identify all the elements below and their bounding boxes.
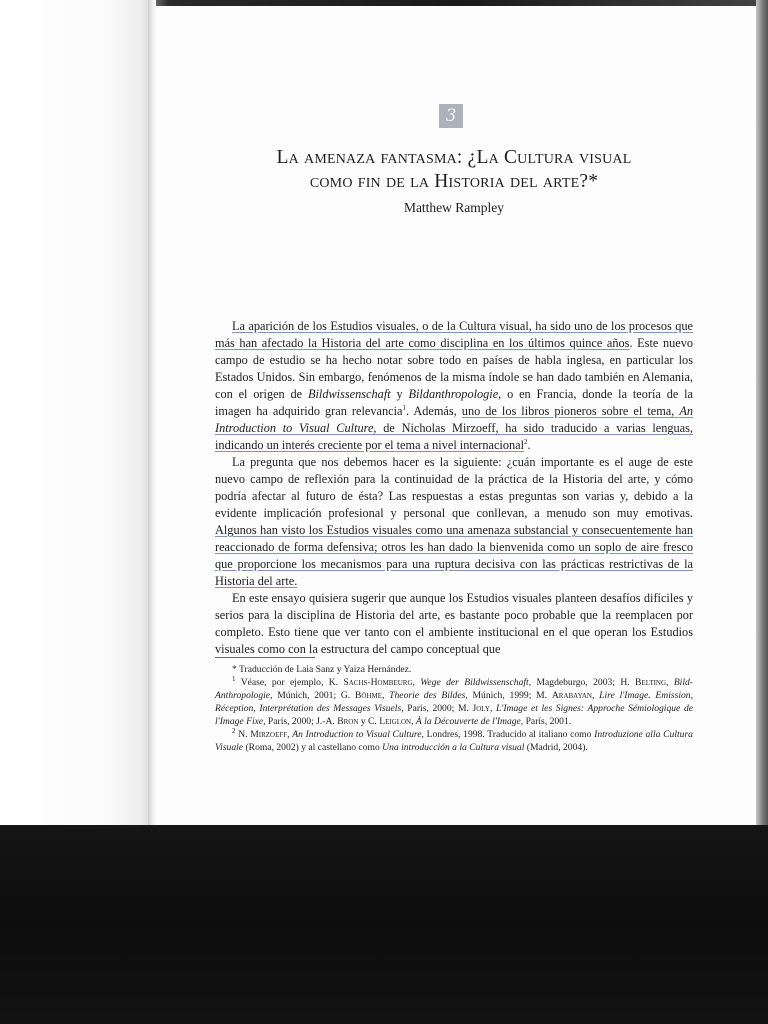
footnote-star: * Traducción de Laia Sanz y Yaiza Hernández. (232, 664, 412, 675)
chapter-number: 3 (445, 106, 457, 126)
chapter-author: Matthew Rampley (403, 200, 505, 215)
text-run: París, 2001. (523, 716, 572, 727)
text-run: . (527, 438, 531, 452)
book-title: Bild-Anthropologie, (215, 677, 693, 701)
author-name: Leiglon (379, 716, 412, 727)
text-run: N. (235, 729, 251, 740)
book-title: Theorie des Bildes, (389, 690, 468, 701)
underlined-passage: Algunos han visto los Estudios visuales como una amenaza substancial y consecuentemente han reaccionado de forma defensiva; otros les han dado la bienvenida como un soplo de aire fresco que proporcione los mecanismos para una ruptura decisiva con las prácticas restrictivas de la Historia del arte. (215, 523, 693, 588)
book-title: Lire l'Image. Emission, Réception, Interprétation des Messages Visuels, (215, 690, 694, 714)
chapter-title-line-1: La amenaza fantasma: ¿La Cultura visual (276, 147, 632, 168)
text-run: París, 2000; M. (403, 703, 473, 714)
author-name: Belting (635, 677, 667, 688)
paragraph-3 (215, 590, 693, 658)
author-name: Bron (337, 716, 359, 727)
text-run: En este ensayo quisiera sugerir que aunque los Estudios visuales planteen desafíos difíciles y serios para la disciplina de Historia del arte, es bastante poco probable que la reemplacen por completo. Esto tiene que ver tanto con el ambiente institucional en el que operan los Estudios visuales como con la estructura del campo conceptual que (215, 591, 693, 656)
footnote-mark: 2 (232, 726, 236, 735)
chapter-title (222, 146, 686, 194)
body-text (215, 318, 693, 658)
text-run: Magdeburgo, 2003; H. (531, 677, 636, 688)
italic-term: Bildwissenschaft (307, 387, 391, 401)
footnote-rule (215, 657, 315, 658)
text-run: (Roma, 2002) y al castellano como (243, 742, 383, 753)
underlined-passage: uno de los libros pioneros sobre el tema, (461, 404, 680, 418)
footnote-1 (215, 676, 693, 728)
text-run: Véase, por ejemplo, K. (235, 677, 344, 688)
text-run: , (666, 677, 674, 688)
text-run: , (412, 677, 421, 688)
book-title: L'Image et les Signes: Approche Sémiologique de l'Image Fixe, (215, 703, 693, 727)
text-run: Múnich, 1999; M. (467, 690, 552, 701)
right-page-edge (756, 0, 768, 825)
footnote-ref[interactable]: 2 (524, 437, 528, 446)
text-run: y C. (358, 716, 380, 727)
text-run: , (591, 690, 600, 701)
footnote-2 (215, 728, 693, 754)
text-run: o en Francia, donde la teoría de la imagen ha adquirido gran relevancia (215, 387, 694, 418)
text-run: , (489, 703, 496, 714)
text-run: Londres, 1998. Traducido al italiano como (423, 729, 595, 740)
author-name: Joly (472, 703, 490, 714)
text-run: La pregunta que nos debemos hacer es la siguiente: ¿cuán importante es el auge de este nuevo campo de reflexión para la continuidad de la práctica de la Historia del arte, y cómo podría afectar al futuro de ésta? Las respuestas a estas preguntas son varias y, debido a la evidente implicación profesional y personal que conllevan, a menudo son muy emotivas. (215, 455, 693, 520)
author-name: Arabayan (551, 690, 592, 701)
text-run: (Madrid, 2004). (524, 742, 588, 753)
text-run: Múnich, 2001; G. (272, 690, 355, 701)
book-title: Una introducción a la Cultura visual (382, 742, 525, 753)
text-run: y (390, 387, 409, 401)
text-run: . Este nuevo campo de estudio se ha hecho notar sobre todo en países de habla inglesa, en particular los Estados Unidos. Sin embargo, fenómenos de la misma índole se han dado también en Alemania, con el origen de (215, 336, 693, 401)
book-title: Introduzione alla Cultura Visuale (215, 729, 693, 753)
text-run: , (382, 690, 390, 701)
chapter-title-line-2: como fin de la Historia del arte?* (309, 171, 599, 192)
author-name: Böhme (354, 690, 382, 701)
book-gutter (148, 0, 156, 825)
book-title: An Introduction to Visual Culture, (215, 404, 694, 435)
footnotes (215, 663, 693, 754)
text-run: París, 2000; J.-A. (265, 716, 338, 727)
italic-term: Bildanthropologie, (408, 387, 502, 401)
text-run: , (287, 729, 293, 740)
paragraph-1 (215, 318, 693, 454)
paragraph-2 (215, 454, 693, 590)
footnote-mark: 1 (232, 674, 236, 683)
left-page-edge (0, 0, 152, 825)
book-title: Wege der Bildwissenschaft, (420, 677, 532, 688)
author-name: Mirzoeff (250, 729, 288, 740)
footnote-ref[interactable]: 1 (402, 403, 406, 412)
text-run: . Además, (405, 404, 462, 418)
underlined-passage: La aparición de los Estudios visuales, o de la Cultura visual, ha sido uno de los procesos que más han afectado la Historia del arte como disciplina en los últimos quince años (215, 319, 693, 350)
text-run: , (411, 716, 416, 727)
author-name: Sachs-Hombeurg (343, 677, 413, 688)
underlined-passage: de Nicholas Mirzoeff, ha sido traducido a varias lenguas, indicando un interés creciente por el tema a nivel internacional (215, 421, 693, 452)
book-title: An Introduction to Visual Culture, (292, 729, 424, 740)
book-title: À la Découverte de l'Image, (415, 716, 524, 727)
scanner-background (0, 825, 768, 1024)
chapter-number-badge (439, 104, 463, 128)
